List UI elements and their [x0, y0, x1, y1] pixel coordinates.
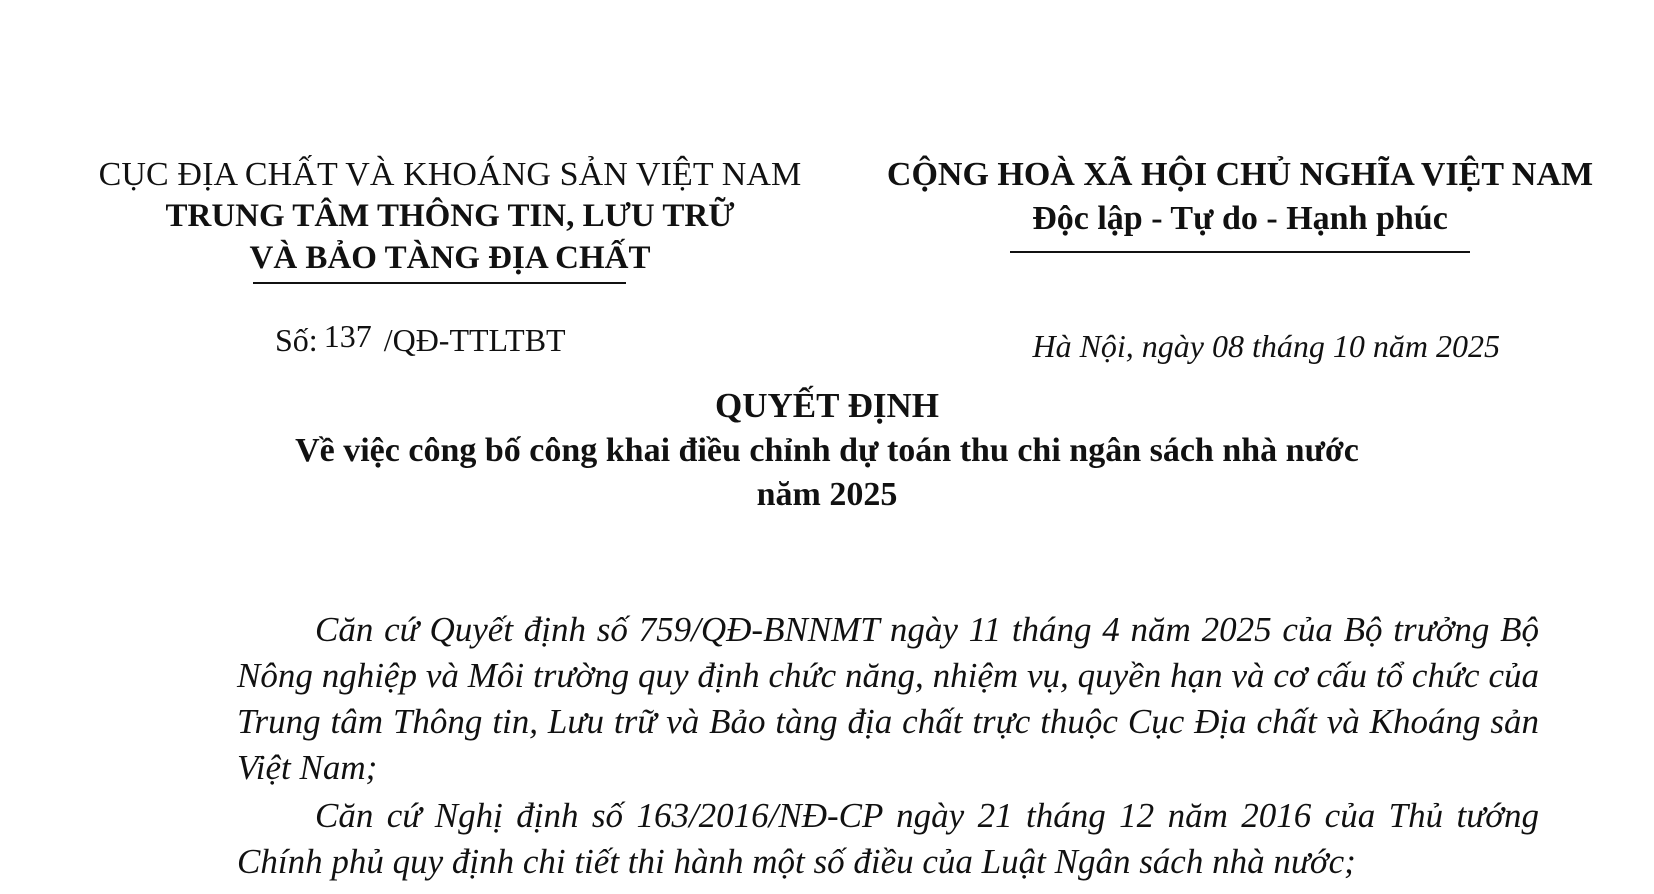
document-number: [275, 318, 566, 359]
legal-basis-paragraph: Căn cứ Nghị định số 163/2016/NĐ-CP ngày 21 tháng 12 năm 2016 của Thủ tướng Chính phủ quy định chi tiết thi hành một số điều của Luật Ngân sách nhà nước;: [237, 796, 1539, 881]
document-number-prefix: Số:: [275, 322, 318, 358]
document-type-title: QUYẾT ĐỊNH: [715, 386, 939, 425]
document-subject-line-2: năm 2025: [756, 476, 898, 513]
parent-agency-name: CỤC ĐỊA CHẤT VÀ KHOÁNG SẢN VIỆT NAM: [98, 156, 802, 193]
place-and-date: Hà Nội, ngày 08 tháng 10 năm 2025: [1032, 328, 1500, 364]
document-subject-line-1: Về việc công bố công khai điều chỉnh dự toán thu chi ngân sách nhà nước: [295, 432, 1359, 469]
document-number-value: 137: [323, 318, 372, 354]
legal-basis-paragraph: Căn cứ Quyết định số 759/QĐ-BNNMT ngày 11 tháng 4 năm 2025 của Bộ trưởng Bộ Nông nghiệp và Môi trường quy định chức năng, nhiệm vụ, quyền hạn và cơ cấu tổ chức của Trung tâm Thông tin, Lưu trữ và Bảo tàng địa chất trực thuộc Cục Địa chất và Khoáng sản Việt Nam;: [237, 610, 1539, 787]
agency-name-line-2: VÀ BẢO TÀNG ĐỊA CHẤT: [249, 240, 651, 276]
agency-underline: [253, 282, 626, 284]
national-title: CỘNG HOÀ XÃ HỘI CHỦ NGHĨA VIỆT NAM: [886, 156, 1594, 193]
document-number-suffix: /QĐ-TTLTBT: [383, 322, 566, 358]
national-motto: Độc lập - Tự do - Hạnh phúc: [1032, 200, 1448, 237]
agency-name-line-1: TRUNG TÂM THÔNG TIN, LƯU TRỮ: [165, 198, 735, 234]
motto-underline: [1010, 251, 1470, 253]
